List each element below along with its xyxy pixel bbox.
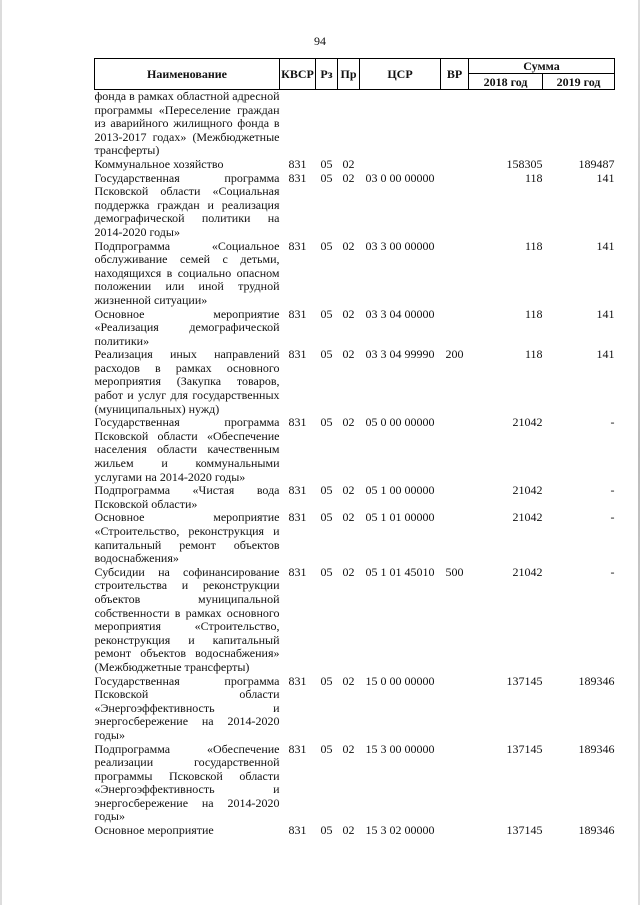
- row-sum-2019: 141: [596, 238, 615, 253]
- row-sum-2019: -: [610, 415, 615, 430]
- row-rz: [316, 90, 338, 158]
- row-kvsr: 831: [288, 306, 307, 321]
- row-csr: 03 3 00 00000: [365, 238, 435, 253]
- row-sum-2019: [543, 90, 615, 158]
- row-kvsr: 831: [288, 483, 307, 498]
- table-row: [95, 675, 615, 743]
- row-csr: 03 0 00 00000: [365, 170, 435, 185]
- row-pr: 02: [342, 347, 355, 362]
- table-row: [95, 511, 615, 565]
- row-rz: 05: [320, 823, 333, 838]
- row-name: Коммунальное хозяйство: [94, 156, 224, 171]
- budget-table: [94, 58, 615, 838]
- row-rz: 05: [320, 347, 333, 362]
- row-sum-2018: 21042: [512, 483, 543, 498]
- row-kvsr: 831: [288, 823, 307, 838]
- header-name: Наименование: [95, 59, 280, 90]
- table-row: [95, 566, 615, 675]
- row-csr: [360, 158, 441, 172]
- row-sum-2018: 118: [524, 170, 543, 185]
- row-sum-2019: 141: [596, 306, 615, 321]
- table-row: [95, 158, 615, 172]
- row-csr: 15 3 02 00000: [365, 823, 435, 838]
- row-kvsr: 831: [288, 347, 307, 362]
- row-kvsr: 831: [288, 170, 307, 185]
- table-row: [95, 240, 615, 308]
- row-kvsr: 831: [288, 673, 307, 688]
- row-rz: 05: [320, 415, 333, 430]
- row-name: Подпрограмма «Социальное обслуживание семей с детьми, находящихся в социально опасном положении или иной трудной жизненной ситуации»: [94, 238, 280, 307]
- row-kvsr: 831: [288, 510, 307, 525]
- row-name: Реализация иных направлений расходов в рамках основного мероприятия (Закупка товаров, работ и услуг для государственных (муниципальных) нужд): [94, 347, 280, 416]
- row-kvsr: 831: [288, 564, 307, 579]
- row-csr: 03 3 04 00000: [365, 306, 435, 321]
- header-csr: ЦСР: [360, 59, 441, 90]
- row-sum-2018: 118: [524, 347, 543, 362]
- row-csr: [360, 90, 441, 158]
- row-rz: 05: [320, 306, 333, 321]
- row-rz: 05: [320, 564, 333, 579]
- row-name: Государственная программа Псковской области «Социальная поддержка граждан и реализация демографической политики на 2014-2020 годы»: [94, 170, 280, 239]
- row-pr: 02: [342, 510, 355, 525]
- row-pr: 02: [342, 741, 355, 756]
- row-vr: [441, 90, 469, 158]
- row-rz: 05: [320, 741, 333, 756]
- row-kvsr: 831: [288, 415, 307, 430]
- row-pr: 02: [342, 238, 355, 253]
- table-body: [95, 90, 615, 838]
- table-row: [95, 743, 615, 825]
- row-rz: 05: [320, 510, 333, 525]
- row-kvsr: 831: [288, 238, 307, 253]
- row-sum-2018: 21042: [512, 564, 543, 579]
- header-rz: Рз: [316, 59, 338, 90]
- row-sum-2019: 189346: [578, 673, 615, 688]
- table-row: [95, 172, 615, 240]
- row-sum-2018: 118: [524, 306, 543, 321]
- row-vr: [441, 743, 469, 825]
- row-pr: [338, 90, 360, 158]
- row-vr: [441, 308, 469, 349]
- row-name: Основное мероприятие «Реализация демографической политики»: [94, 306, 280, 348]
- row-rz: 05: [320, 156, 333, 171]
- row-pr: 02: [342, 156, 355, 171]
- header-sum: Сумма: [469, 59, 615, 74]
- row-kvsr: [280, 90, 316, 158]
- row-pr: 02: [342, 483, 355, 498]
- row-sum-2019: -: [610, 510, 615, 525]
- row-pr: 02: [342, 415, 355, 430]
- row-sum-2019: 141: [596, 347, 615, 362]
- row-csr: 05 1 01 00000: [365, 510, 435, 525]
- row-sum-2019: 189346: [578, 823, 615, 838]
- row-name: Подпрограмма «Чистая вода Псковской области»: [94, 483, 280, 511]
- table-row: [95, 824, 615, 838]
- row-rz: 05: [320, 673, 333, 688]
- row-sum-2018: 137145: [506, 741, 543, 756]
- header-year-2018: 2018 год: [469, 74, 543, 90]
- row-csr: 05 1 00 00000: [365, 483, 435, 498]
- row-vr: [441, 158, 469, 172]
- row-vr: [441, 484, 469, 511]
- header-pr: Пр: [338, 59, 360, 90]
- row-sum-2018: 137145: [506, 673, 543, 688]
- row-sum-2019: -: [610, 564, 615, 579]
- header-kvsr: КВСР: [280, 59, 316, 90]
- row-sum-2018: 21042: [512, 415, 543, 430]
- row-vr: [441, 172, 469, 240]
- table-row: [95, 348, 615, 416]
- row-sum-2018: 158305: [506, 156, 543, 171]
- table-row: [95, 416, 615, 484]
- row-rz: 05: [320, 170, 333, 185]
- row-sum-2019: 189346: [578, 741, 615, 756]
- row-name: Основное мероприятие «Строительство, реконструкция и капитальный ремонт объектов водоснабжения»: [94, 510, 280, 566]
- row-vr: 200: [445, 347, 464, 362]
- row-sum-2018: [469, 90, 543, 158]
- row-vr: [441, 824, 469, 838]
- header-vr: ВР: [441, 59, 469, 90]
- row-kvsr: 831: [288, 156, 307, 171]
- row-sum-2018: 21042: [512, 510, 543, 525]
- row-pr: 02: [342, 170, 355, 185]
- row-name: Государственная программа Псковской области «Обеспечение населения области качественным жильем и коммунальными услугами на 2014-2020 годы»: [94, 415, 280, 484]
- row-vr: 500: [445, 564, 464, 579]
- table-row: [95, 308, 615, 349]
- row-rz: 05: [320, 483, 333, 498]
- row-sum-2018: 137145: [506, 823, 543, 838]
- row-sum-2019: -: [610, 483, 615, 498]
- row-pr: 02: [342, 823, 355, 838]
- row-csr: 05 1 01 45010: [365, 564, 435, 579]
- header-year-2019: 2019 год: [543, 74, 615, 90]
- row-sum-2018: 118: [524, 238, 543, 253]
- row-name: Субсидии на софинансирование строительства и реконструкции объектов муниципальной собственности в рамках основного мероприятия «Строительство, реконструкция и капитальный ремонт объектов водоснабжения» (Межбюджетные трансферты): [94, 564, 280, 674]
- row-vr: [441, 511, 469, 565]
- row-name: Основное мероприятие: [94, 823, 214, 838]
- row-name: Государственная программа Псковской области «Энергоэффективность и энергосбережение на 2014-2020 годы»: [94, 673, 280, 742]
- table-row: [95, 90, 615, 158]
- row-vr: [441, 416, 469, 484]
- row-csr: 03 3 04 99990: [365, 347, 435, 362]
- table-row: [95, 484, 615, 511]
- row-vr: [441, 675, 469, 743]
- row-name: фонда в рамках областной адресной программы «Переселение граждан из аварийного жилищного фонда в 2013-2017 годах» (Межбюджетные трансферты): [94, 89, 280, 158]
- row-kvsr: 831: [288, 741, 307, 756]
- row-pr: 02: [342, 306, 355, 321]
- row-csr: 05 0 00 00000: [365, 415, 435, 430]
- row-rz: 05: [320, 238, 333, 253]
- page-number: 94: [314, 34, 326, 48]
- row-pr: 02: [342, 673, 355, 688]
- row-sum-2019: 189487: [578, 156, 615, 171]
- scan-edge-left: [0, 0, 2, 905]
- row-sum-2019: 141: [596, 170, 615, 185]
- row-pr: 02: [342, 564, 355, 579]
- row-csr: 15 0 00 00000: [365, 673, 435, 688]
- row-vr: [441, 240, 469, 308]
- row-csr: 15 3 00 00000: [365, 741, 435, 756]
- row-name: Подпрограмма «Обеспечение реализации государственной программы Псковской области «Энергоэффективность и энергосбережение на 2014-2020 годы»: [94, 741, 280, 824]
